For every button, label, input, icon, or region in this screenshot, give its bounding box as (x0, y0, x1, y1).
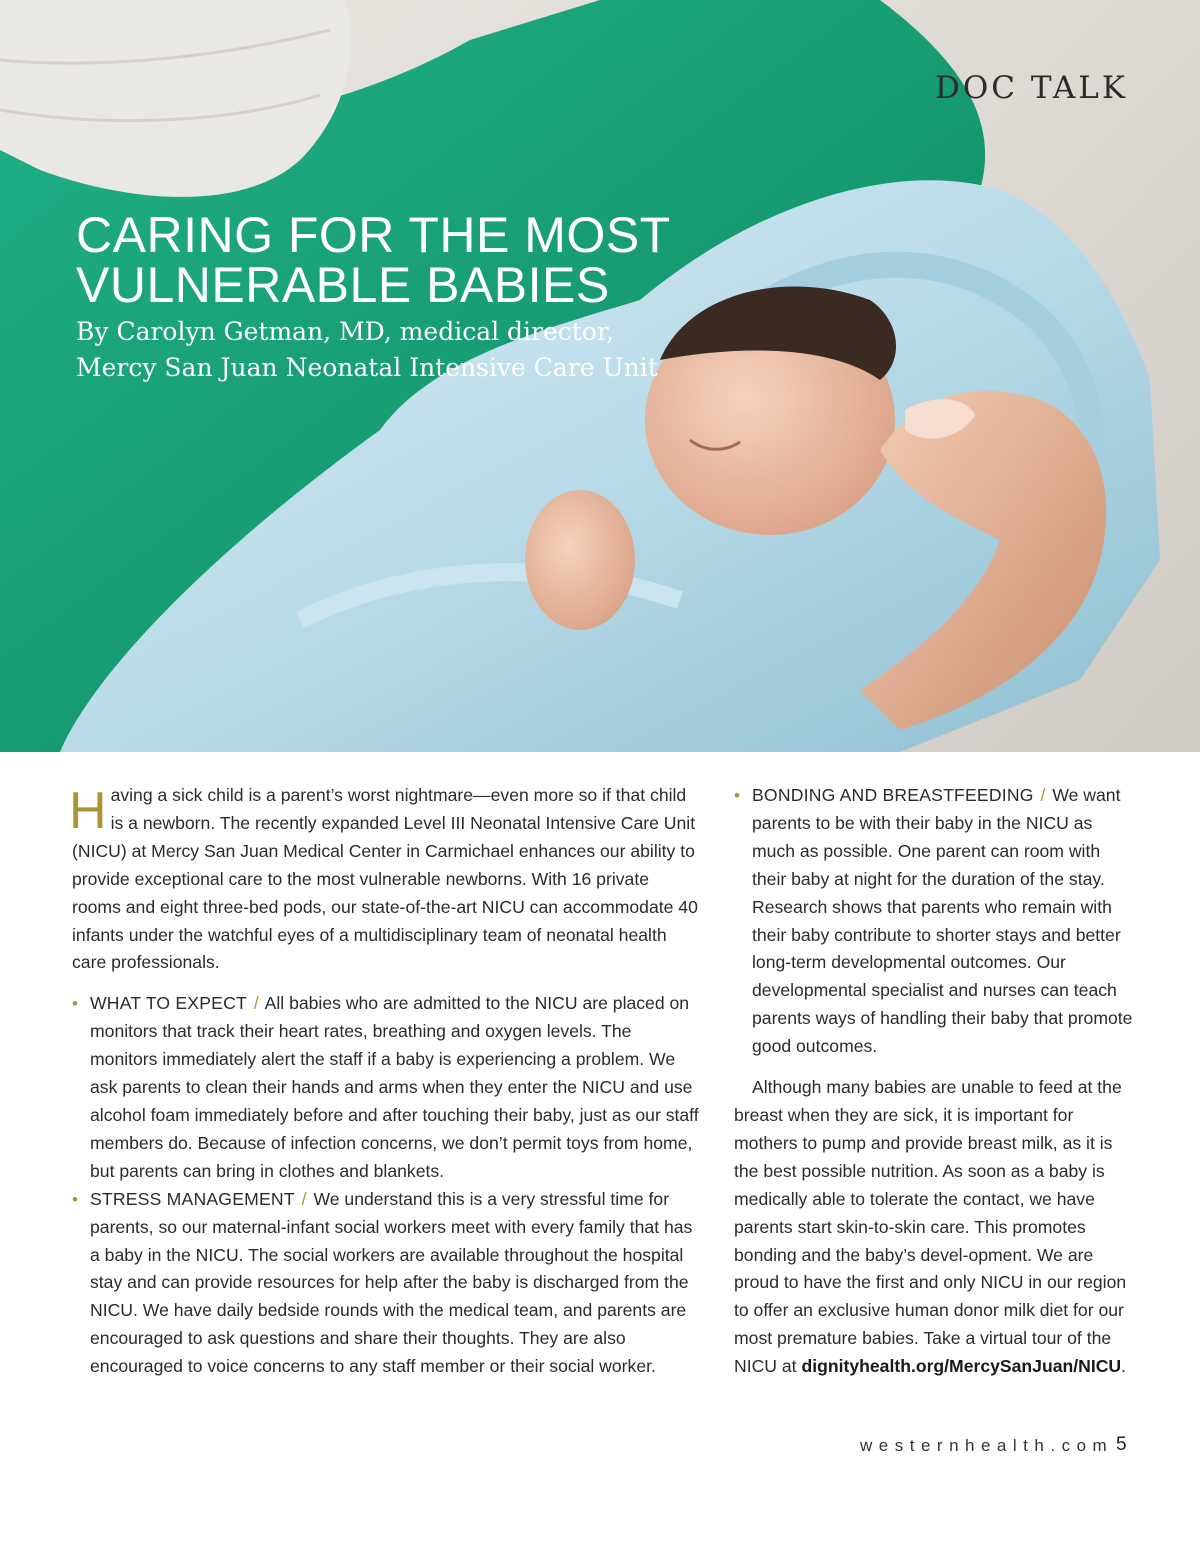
drop-cap: H (69, 782, 107, 840)
closing-period: . (1121, 1356, 1127, 1377)
bullet-heading: WHAT TO EXPECT (90, 993, 247, 1014)
intro-paragraph (69, 782, 702, 977)
hero-photo (0, 0, 1200, 752)
closing-text: Although many babies are unable to feed at the breast when they are sick, it is important for mothers to pump and provide breast milk, as it is the best possible nutrition. As soon as a baby is medically able to tolerate the contact, we have parents start skin-to-skin care. This promotes bonding and the baby’s devel-opment. We are proud to have the first and only NICU in our region to offer an exclusive human donor milk diet for our most premature babies. Take a virtual tour of the NICU at (734, 1077, 1127, 1377)
bullet-separator: / (253, 993, 259, 1014)
section-label: DOC TALK (935, 70, 1128, 106)
nicu-tour-link[interactable]: dignityhealth.org/MercySanJuan/NICU (801, 1356, 1122, 1377)
right-column (734, 782, 1134, 1381)
bullet-heading: BONDING AND BREASTFEEDING (752, 785, 1034, 805)
footer-website: westernhealth.com (860, 1436, 1114, 1455)
bullet-what-to-expect (72, 990, 702, 1185)
left-column (69, 782, 702, 1381)
bullet-dot-icon: • (72, 994, 78, 1014)
closing-paragraph (734, 1074, 1134, 1381)
bullet-stress-management (72, 1186, 702, 1381)
article-byline: By Carolyn Getman, MD, medical director, Mercy San Juan Neonatal Intensive Care Unit (76, 317, 658, 382)
bullet-text: We understand this is a very stressful time for parents, so our maternal-infant social workers meet with every family that has a baby in the NICU. The social workers are available throughout the hospital stay and can provide resources for help after the baby is discharged from the NICU. We have daily bedside rounds with the medical team, and parents are encouraged to ask questions and share their thoughts. They are also encouraged to voice concerns to any staff member or their social worker. (90, 1188, 693, 1377)
bullet-text: We want parents to be with their baby in the NICU as much as possible. One parent can room with their baby at night for the duration of the stay. Research shows that parents who remain with their baby contribute to shorter stays and better long-term developmental outcomes. Our developmental specialist and nurses can teach parents ways of handling their baby that promote good outcomes. (752, 785, 1133, 1057)
page-number: 5 (1116, 1434, 1127, 1455)
bullet-separator: / (1040, 785, 1046, 805)
bullet-bonding-breastfeeding (734, 782, 1134, 1061)
bullet-separator: / (301, 1188, 307, 1209)
bullet-heading: STRESS MANAGEMENT (90, 1188, 295, 1209)
intro-text: aving a sick child is a parent’s worst nightmare—even more so if that child is a newborn. The recently expanded Level III Neonatal Intensive Care Unit (NICU) at Mercy San Juan Medical Center in Carmichael enhances our ability to provide exceptional care to the most vulnerable newborns. With 16 private rooms and eight three-bed pods, our state-of-the-art NICU can accommodate 40 infants under the watchful eyes of a multidisciplinary team of neonatal health care professionals. (72, 785, 698, 973)
baby-hand (525, 490, 635, 630)
article-title: CARING FOR THE MOST VULNERABLE BABIES (76, 207, 670, 313)
bullet-dot-icon: • (734, 786, 740, 805)
bullet-text: All babies who are admitted to the NICU are placed on monitors that track their heart rates, breathing and oxygen levels. The monitors immediately alert the staff if a baby is experiencing a problem. We ask parents to clean their hands and arms when they enter the NICU and use alcohol foam immediately before and after touching their baby, just as our staff members do. Because of infection concerns, we don’t permit toys from home, but parents can bring in clothes and blankets. (90, 993, 699, 1181)
bullet-dot-icon: • (72, 1189, 78, 1209)
